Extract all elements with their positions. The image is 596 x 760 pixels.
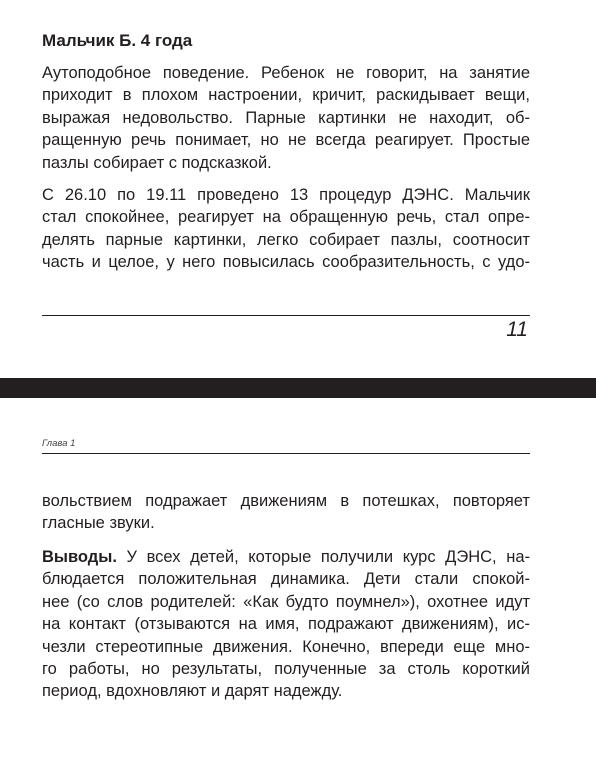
text-line: пазлы собирает с подсказкой. bbox=[42, 153, 272, 172]
text-line: часть и целое, у него повысилась сообразительность, с удо- bbox=[42, 253, 530, 272]
continuation-paragraph bbox=[42, 490, 530, 535]
text-line: ращенную речь понимает, но не всегда реагирует. Простые bbox=[42, 131, 530, 150]
footer-rule bbox=[42, 315, 530, 316]
page-divider bbox=[0, 378, 596, 398]
text-line: делять парные картинки, легко собирает пазлы, соотносит bbox=[42, 230, 530, 249]
text-line: Аутоподобное поведение. Ребенок не говорит, на занятие bbox=[42, 64, 530, 82]
text-line: гласные звуки. bbox=[42, 514, 155, 533]
case-paragraph-2 bbox=[42, 184, 530, 274]
text-line: стал спокойнее, реагирует на обращенную речь, стал опре- bbox=[42, 208, 530, 227]
text-line: выражая недовольство. Парные картинки не находит, об- bbox=[42, 108, 530, 127]
text-line: период, вдохновляют и дарят надежду. bbox=[42, 682, 343, 701]
conclusion-text: У всех детей, которые получили курс ДЭНС, на- bbox=[116, 548, 530, 566]
text-line: С 26.10 по 19.11 проведено 13 процедур ДЭНС. Мальчик bbox=[42, 186, 530, 204]
conclusion-label: Выводы. bbox=[42, 548, 117, 566]
page-number: 11 bbox=[506, 318, 528, 341]
conclusion-paragraph bbox=[42, 546, 530, 703]
running-head: Глава 1 bbox=[42, 438, 76, 449]
text-line: нее (со слов родителей: «Как будто поумнел»), охотнее идут bbox=[42, 592, 530, 611]
case-paragraph-1 bbox=[42, 62, 530, 174]
text-line bbox=[42, 546, 530, 568]
text-line: приходит в плохом настроении, кричит, раскидывает вещи, bbox=[42, 86, 530, 105]
text-line: вольствием подражает движениям в потешках, повторяет bbox=[42, 492, 530, 510]
text-line: блюдается положительная динамика. Дети стали спокой- bbox=[42, 570, 530, 589]
text-line: на контакт (отзываются на имя, подражают движениям), ис- bbox=[42, 615, 530, 634]
header-rule bbox=[42, 453, 530, 454]
case-heading: Мальчик Б. 4 года bbox=[42, 31, 193, 50]
text-line: чезли стереотипные движения. Конечно, впереди еще мно- bbox=[42, 637, 530, 656]
text-line: го работы, но результаты, полученные за столь короткий bbox=[42, 659, 530, 678]
